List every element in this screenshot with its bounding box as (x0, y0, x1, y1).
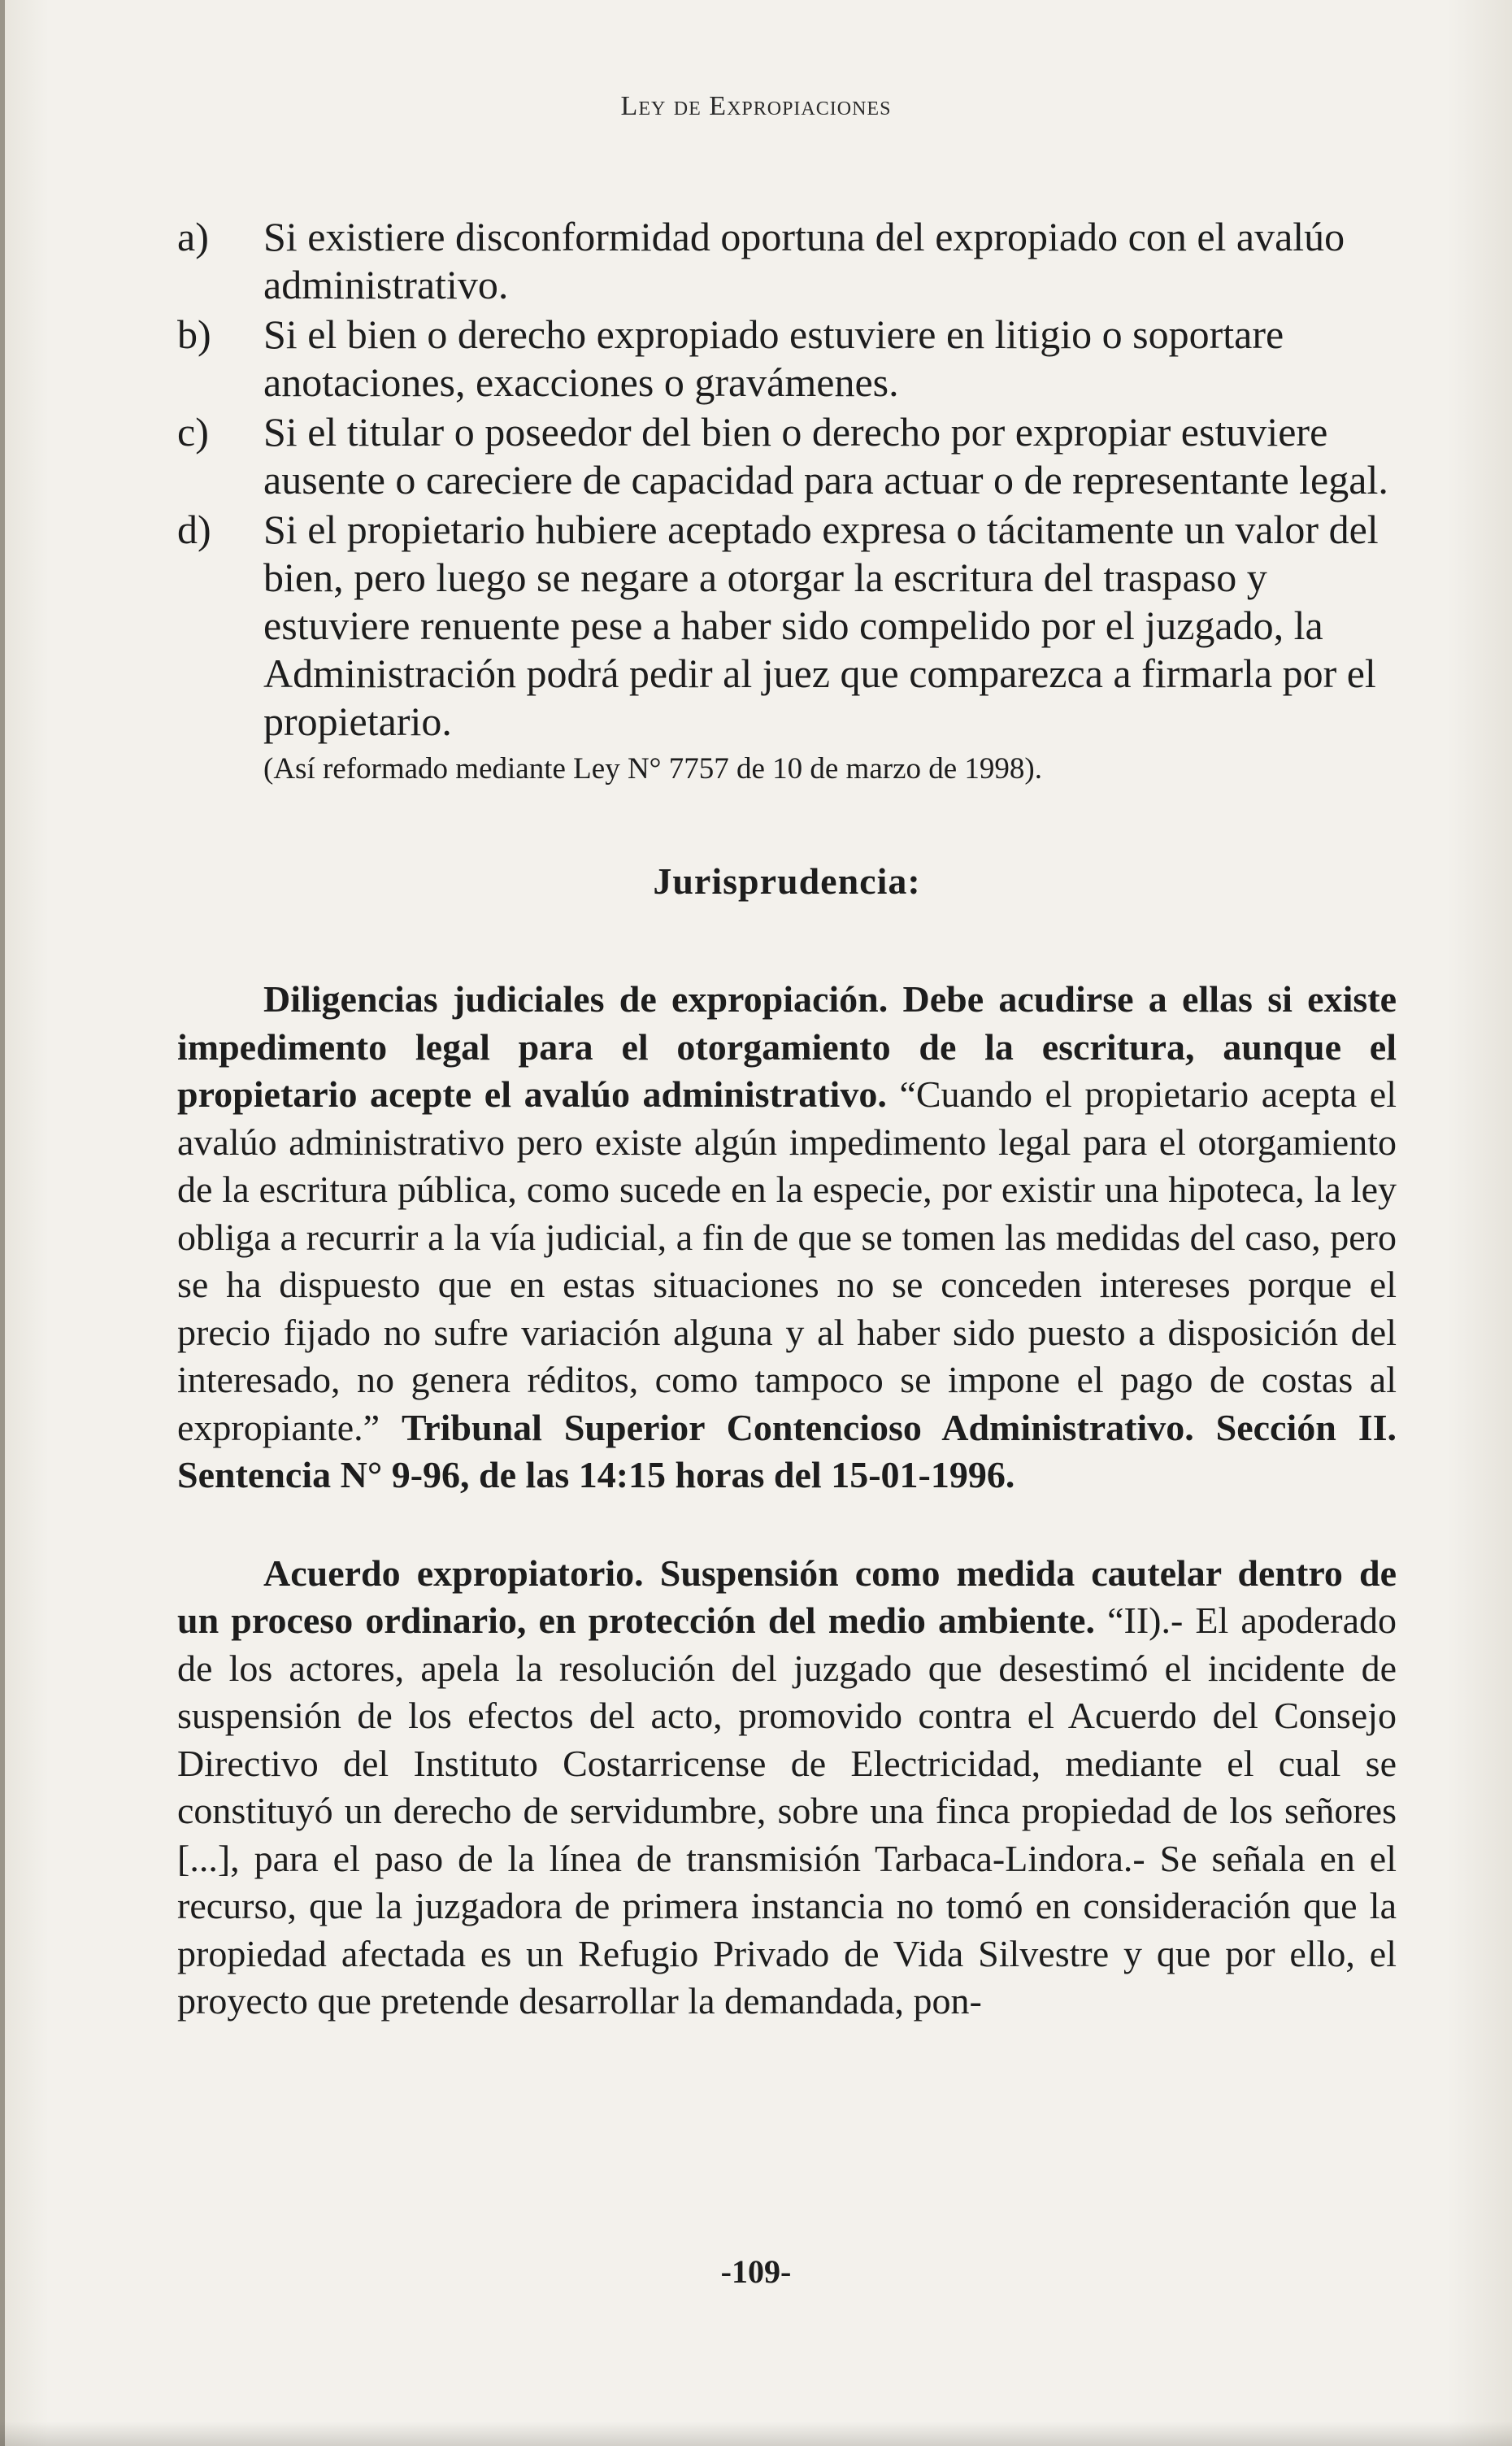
entry-quote: “II).- El apoderado de los actores, apela la resolución del juzgado que desestimó el incidente de suspensión de los efectos del acto, promovido contra el Acuerdo del Consejo Directivo del Instituto Costarricense de Electricidad, mediante el cual se constituyó un derecho de servidumbre, sobre una finca propiedad de los señores [...], para el paso de la línea de transmisión Tarbaca-Lindora.- Se señala en el recurso, que la juzgadora de primera instancia no tomó en consideración que la propiedad afectada es un Refugio Privado de Vida Silvestre y que por ello, el proyecto que pretende desarrollar la demandada, pon- (177, 1599, 1397, 2022)
entry-citation: Tribunal Superior Contencioso Administrativo. Sección II. Sentencia N° 9-96, de las 14:15 horas del 15-01-1996. (177, 1406, 1397, 1495)
reform-note: (Así reformado mediante Ley N° 7757 de 10 de marzo de 1998). (263, 752, 1042, 786)
list-marker: a) (177, 214, 209, 259)
running-header: Ley de Expropiaciones (620, 91, 892, 121)
jurisprudence-entry (177, 1550, 1397, 2026)
list-marker: d) (177, 507, 211, 552)
entry-summary: Diligencias judiciales de expropiación. Debe acudirse a ellas si existe impedimento legal para el otorgamiento de la escritura, aunque el propietario acepte el avalúo administrativo. (177, 978, 1397, 1115)
list-marker: b) (177, 311, 211, 357)
list-item-c (177, 408, 1397, 504)
page-body (177, 213, 1397, 2026)
list-marker: c) (177, 409, 209, 455)
list-item-text: Si el propietario hubiere aceptado expresa o tácitamente un valor del bien, pero luego se negare a otorgar la escritura del traspaso y estuviere renuente pese a haber sido compelido por el juzgado, la Administración podrá pedir al juez que comparezca a firmarla por el propietario. (263, 507, 1379, 744)
page-bottom-shadow (0, 2422, 1512, 2446)
list-item-a (177, 213, 1397, 309)
list-item-d (177, 506, 1397, 746)
list-item-b (177, 311, 1397, 407)
list-item-text: Si el titular o poseedor del bien o derecho por expropiar estuviere ausente o careciere de capacidad para actuar o de representante legal. (263, 409, 1388, 503)
list-item-text: Si existiere disconformidad oportuna del expropiado con el avalúo administrativo. (263, 214, 1345, 307)
section-heading: Jurisprudencia: (653, 860, 921, 902)
page-gutter-edge (0, 0, 5, 2446)
entry-quote: “Cuando el propietario acepta el avalúo administrativo pero existe algún impedimento legal para el otorgamiento de la escritura pública, como sucede en la especie, por existir una hipoteca, la ley obliga a recurrir a la vía judicial, a fin de que se tomen las medidas del caso, pero se ha dispuesto que en estas situaciones no se conceden intereses porque el precio fijado no sufre variación alguna y al haber sido puesto a disposición del interesado, no genera réditos, como tampoco se impone el pago de costas al expropiante.” (177, 1073, 1397, 1448)
jurisprudence-entry (177, 976, 1397, 1499)
entry-summary: Acuerdo expropiatorio. Suspensión como medida cautelar dentro de un proceso ordinario, en protección del medio ambiente. (177, 1552, 1397, 1641)
list-item-text: Si el bien o derecho expropiado estuviere en litigio o soportare anotaciones, exacciones o gravámenes. (263, 311, 1284, 405)
page-number: -109- (720, 2253, 792, 2290)
